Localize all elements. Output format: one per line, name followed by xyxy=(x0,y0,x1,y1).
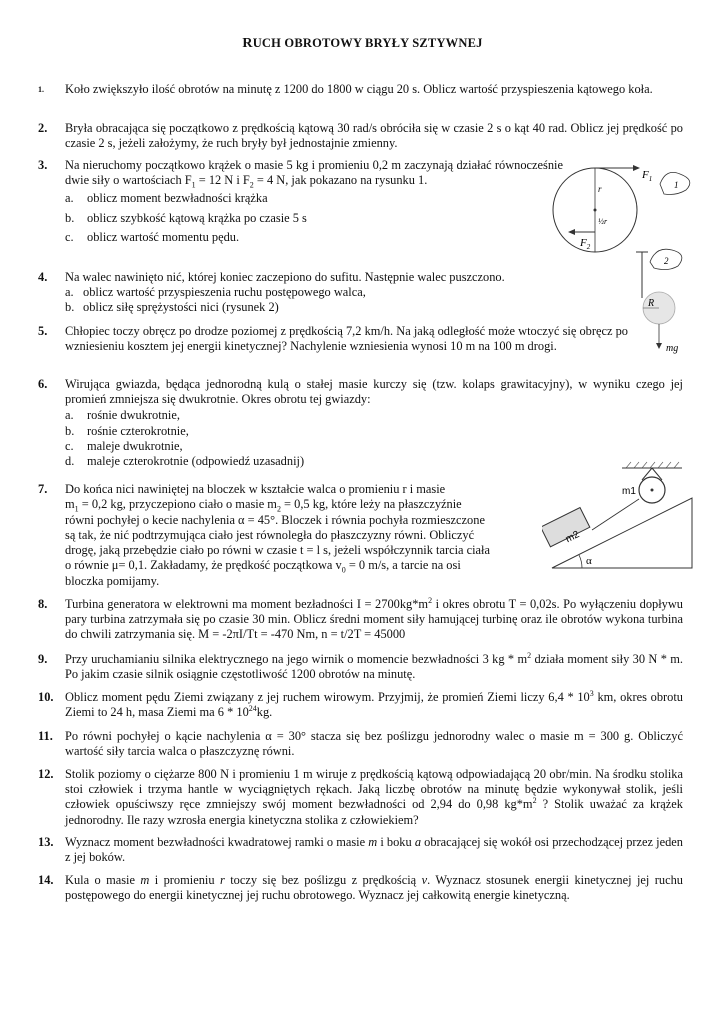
list-item: c. maleje dwukrotnie, xyxy=(65,438,183,453)
question-6: 6. Wirująca gwiazda, będąca jednorodną kulą o stałej masie kurczy się (tzw. kolaps grawitacyjny), w wyniku czego jej promień zmniejsza się dwukrotnie. Okres obrotu tej gwiazdy: a. rośnie dwukrotnie, b. rośnie czterokrotnie, c. maleje dwukrotnie, d. maleje czterokrotnie (odpowiedź uzasadnij) xyxy=(38,377,683,469)
list-item: a. oblicz moment bezwładności krążka xyxy=(65,191,268,206)
list-item: b. oblicz siłę sprężystości nici (rysunek 2) xyxy=(65,300,279,315)
half-radius-label: ½r xyxy=(598,217,608,226)
question-5: 5. Chłopiec toczy obręcz po drodze poziomej z prędkością 7,2 km/h. Na jaką odległość może wtoczyć się obręcz po wzniesieniu kosztem jej energii kinetycznej? Nachylenie wzniesienia wynosi 10 m na 100 m drogi. xyxy=(38,324,628,354)
figure-1-badge: 1 xyxy=(674,180,679,190)
question-1: 1. Koło zwiększyło ilość obrotów na minutę z 1200 do 1800 w ciągu 20 s. Oblicz wartość przyspieszenia kątowego koła. xyxy=(38,82,653,96)
question-11: 11. Po równi pochyłej o kącie nachylenia α = 30° stacza się bez poślizgu jednorodny walec o masie m = 300 g. Obliczyć wartość siły tarcia walca o płaszczyznę równi. xyxy=(38,729,683,759)
question-4: 4. Na walec nawinięto nić, której koniec zaczepiono do sufitu. Następnie walec puszczono. a. oblicz wartość przyspieszenia ruchu postępowego walca, b. oblicz siłę sprężystości nici (rysunek 2) xyxy=(38,270,558,316)
question-13: 13. Wyznacz moment bezwładności kwadratowej ramki o masie m i boku a obracającej się wokół osi przechodzącej przez jeden z jej boków. xyxy=(38,835,683,865)
mass-m2-label: m2 xyxy=(563,529,582,546)
figure-3-incline xyxy=(542,458,698,578)
force-f2-label: $F_2$ xyxy=(580,237,591,251)
question-14: 14. Kula o masie m i promieniu r toczy się bez poślizgu z prędkością v. Wyznacz stosunek energii kinetycznej jej ruchu postępowego do energii kinetycznej jej ruchu obrotowego. Wyznacz jej całkowitą energie kinetyczną. xyxy=(38,873,683,903)
list-item: a. rośnie dwukrotnie, xyxy=(65,408,180,423)
question-2: 2. Bryła obracająca się początkowo z prędkością kątową 30 rad/s obróciła się w czasie 2 s o kąt 40 rad. Oblicz jej prędkość po czasie 2 s, jeżeli założymy, że ruch bryły był jednostajnie zmienny. xyxy=(38,121,683,151)
figure-2-cylinder xyxy=(632,246,697,356)
list-item: b. oblicz szybkość kątową krążka po czasie 5 s xyxy=(65,210,307,225)
question-9: 9. Przy uruchamianiu silnika elektrycznego na jego wirnik o momencie bezwładności 3 kg * $m^2$ działa moment siły 30 N * m. Po jakim czasie silnik osiągnie częstotliwość 1200 obrotów na minutę. xyxy=(38,650,684,682)
page-title: RUCH OBROTOWY BRYŁY SZTYWNEJ xyxy=(242,36,483,51)
radius-r-label: R xyxy=(648,298,655,309)
figure-2-badge: 2 xyxy=(664,256,669,266)
radius-label: r xyxy=(598,184,602,194)
force-f1-label: $F_1$ xyxy=(642,169,653,183)
question-3: 3. Na nieruchomy początkowo krążek o masie 5 kg i promieniu 0,2 m zaczynają działać równocześnie dwie siły o wartościach $F_1 = 12$ N i $F_2 = 4$ N, jak pokazano na rysunku 1. a. oblicz moment bezwładności krążka b. oblicz szybkość kątową krążka po czasie 5 s c. oblicz wartość momentu pędu. xyxy=(38,158,563,244)
question-10: 10. Oblicz moment pędu Ziemi związany z jej ruchem wirowym. Przyjmij, że promień Ziemi liczy $6,4 * 10^3$ km, okres obrotu Ziemi to 24 h, masa Ziemi ma $6 * 10^{24}kg$. xyxy=(38,688,683,720)
gravity-label: mg xyxy=(666,343,679,354)
mass-m1-label: m1 xyxy=(622,486,636,497)
list-item: a. oblicz wartość przyspieszenia ruchu postępowego walca, xyxy=(65,285,366,300)
list-item: c. oblicz wartość momentu pędu. xyxy=(65,229,240,244)
question-7: 7. Do końca nici nawiniętej na bloczek w kształcie walca o promieniu r i masie $m_1 = 0,2$ kg, przyczepiono ciało o masie $m_2 = 0,5$ kg, które leży na płaszczyźnie równi pochyłej o kecie nachylenia α = 45°. Bloczek i równia pochyła rozmieszczone są tak, że nić podtrzymująca ciało jest równoległa do płaszczyzny równi. Obliczyć drogę, jaką przebędzie ciało po równi w czasie t = l s, jeżeli współczynnik tarcia ciała o równie μ= 0,1. Zakładamy, że prędkość początkowa $v_0 = 0$ m/s, a tarcie na osi bloczka pomijamy. xyxy=(38,482,490,588)
question-12: 12. Stolik poziomy o ciężarze 800 N i promieniu 1 m wiruje z prędkością kątową odpowiadającą 20 obr/min. Na środku stolika stoi człowiek i trzyma hantle w wyciągniętych rękach. Jaką liczbę obrotów na minutę będzie wykonywał stolik, jeśli człowiek opuściwszy ręce zmniejszy swój moment bezwładności od 2,94 do 0,98 $kg*m^2$ ? Stolik uważać za krążek jednorodny. Ile razy wzrosła energia kinetyczna stolika z człowiekiem? xyxy=(38,767,683,827)
figure-1-disk xyxy=(548,160,698,260)
list-item: d. maleje czterokrotnie (odpowiedź uzasadnij) xyxy=(65,454,305,469)
angle-alpha-label: α xyxy=(586,555,592,567)
question-8: 8. Turbina generatora w elektrowni ma moment bezładności $I = 2700kg*m^2$ i okres obrotu T = 0,02s. Po wyłączeniu dopływu pary turbina zatrzymała się po czasie 30 min. Oblicz średni moment siły hamującej turbinę oraz ile obrotów wykona turbina do chwili zatrzymania się. M = -2πI/Tt = -470 Nm, n = t/2T = 45000 xyxy=(38,595,684,642)
list-item: b. rośnie czterokrotnie, xyxy=(65,423,189,438)
